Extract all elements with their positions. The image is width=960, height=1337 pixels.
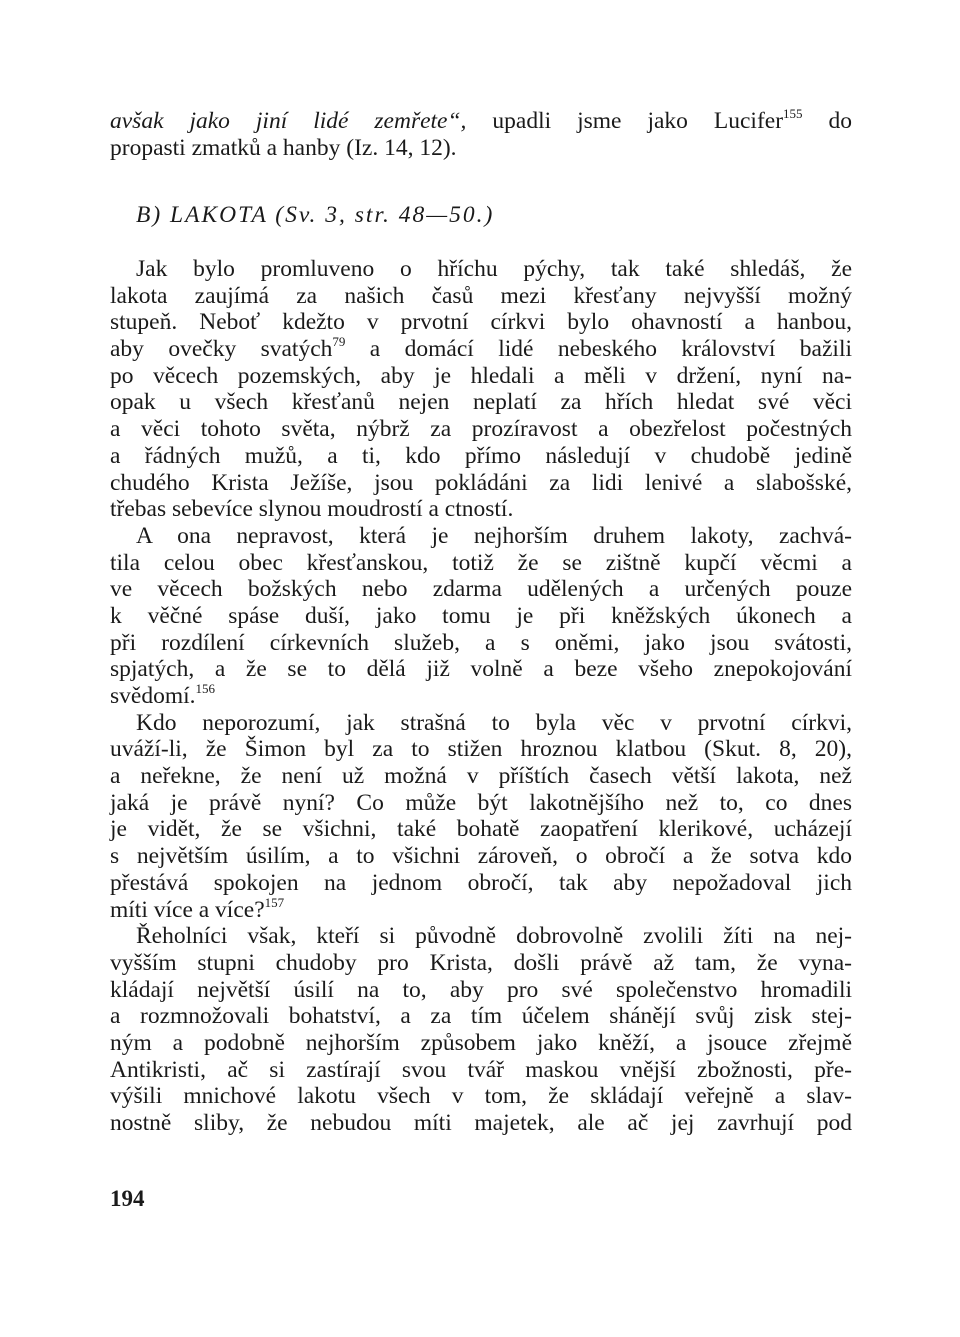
text-line: propasti zmatků a hanby (Iz. 14, 12).	[110, 134, 457, 161]
text-line: k věčné spáse duší, jako tomu je při kněžských úkonech a	[110, 602, 852, 629]
text-span: do	[802, 108, 852, 134]
paragraph-1	[110, 256, 852, 1137]
section-heading: B) LAKOTA (Sv. 3, str. 48—50.)	[136, 202, 495, 228]
text-line: A ona nepravost, která je nejhorším druhem lakoty, zachvá-	[136, 522, 852, 549]
section-heading-block	[110, 202, 852, 229]
text-line: kládají největší úsilí na to, aby pro své společenstvo hromadili	[110, 976, 852, 1003]
footnote-ref: 157	[264, 894, 285, 910]
text-span: svědomí.	[110, 683, 196, 709]
footnote-ref: 156	[195, 681, 216, 697]
text-line: po věcech pozemských, aby je hledali a měli v držení, nyní na-	[110, 362, 852, 389]
text-span: upadli jsme jako Lucifer	[466, 108, 784, 134]
text-line: a řádných mužů, a ti, kdo přímo následují v chudobě jedině	[110, 442, 852, 469]
intro-text	[110, 108, 852, 161]
text-line	[110, 336, 852, 363]
text-line: Antikristi, ač si zastírají svou tvář maskou vnější zbožnosti, pře-	[110, 1056, 852, 1083]
text-line: stupeň. Neboť kdežto v prvotní církvi bylo ohavností a hanbou,	[110, 309, 852, 336]
text-line	[110, 683, 852, 710]
text-line: přestává spokojen na jednom obročí, tak aby nepožadoval jich	[110, 869, 852, 896]
text-line: při rozdílení církevních služeb, a s oněmi, jako jsou svátosti,	[110, 629, 852, 656]
text-line: spjatých, a že se to dělá již volně a beze všeho znepokojování	[110, 656, 852, 683]
text-span: a domácí lidé nebeského království bažili	[345, 336, 853, 363]
text-line: a neřekne, že není už možná v příštích časech větší lakota, než	[110, 763, 852, 790]
text-line: je vidět, že se všichni, také bohatě zaopatření klerikové, ucházejí	[110, 816, 852, 843]
text-line: Jak bylo promluveno o hříchu pýchy, tak také shledáš, že	[136, 256, 852, 282]
text-line: uváží-li, že Šimon byl za to stižen hroznou klatbou (Skut. 8, 20),	[110, 736, 852, 763]
italic-quote: avšak jako jiní lidé zemřete“,	[110, 108, 467, 134]
text-line	[110, 108, 852, 135]
text-line: lakota zaujímá za našich časů mezi křesťany nejvyšší možný	[110, 282, 852, 309]
text-line: s největším úsilím, a to všichni zároveň, o obročí a že sotva kdo	[110, 843, 852, 870]
text-line	[110, 894, 852, 924]
text-line: chudého Krista Ježíše, jsou pokládáni za lidi lenivé a slabošské,	[110, 469, 852, 496]
text-line: a věci tohoto světa, nýbrž za prozíravost a obezřelost počestných	[110, 416, 852, 443]
text-line: jaká je právě nyní? Co může být lakotnějšího než to, co dnes	[110, 789, 852, 816]
text-span: míti více a více?	[110, 896, 265, 923]
text-line: tila celou obec křesťanskou, totiž že se zištně kupčí věcmi a	[110, 549, 852, 576]
text-line: nostně sliby, že nebudou míti majetek, ale ač jej zavrhují pod	[110, 1110, 852, 1136]
text-span: aby ovečky svatých	[110, 336, 333, 363]
text-line: Řeholníci však, kteří si původně dobrovolně zvolili žíti na nej-	[136, 923, 852, 950]
footnote-ref: 79	[332, 334, 346, 350]
text-line: Kdo neporozumí, jak strašná to byla věc v prvotní církvi,	[136, 709, 852, 736]
footnote-ref: 155	[783, 106, 803, 122]
text-line: vyšším stupni chudoby pro Krista, došli právě až tam, že vyna-	[110, 949, 852, 976]
page-number: 194	[110, 1186, 145, 1211]
text-line: a rozmnožovali bohatství, a za tím účelem shánějí svůj zisk stej-	[110, 1003, 852, 1030]
text-line: třebas sebevíce slynou moudrostí a ctností.	[110, 496, 514, 523]
text-line: opak u všech křesťanů nejen neplatí za hřích hledat své věci	[110, 389, 852, 416]
text-line: ve věcech božských nebo zdarma udělených a určených pouze	[110, 576, 852, 603]
text-line: ným a podobně nejhorším způsobem jako kněží, a jsouce zřejmě	[110, 1029, 852, 1056]
text-line: výšili mnichové lakotu všech v tom, že skládají veřejně a slav-	[110, 1083, 852, 1110]
